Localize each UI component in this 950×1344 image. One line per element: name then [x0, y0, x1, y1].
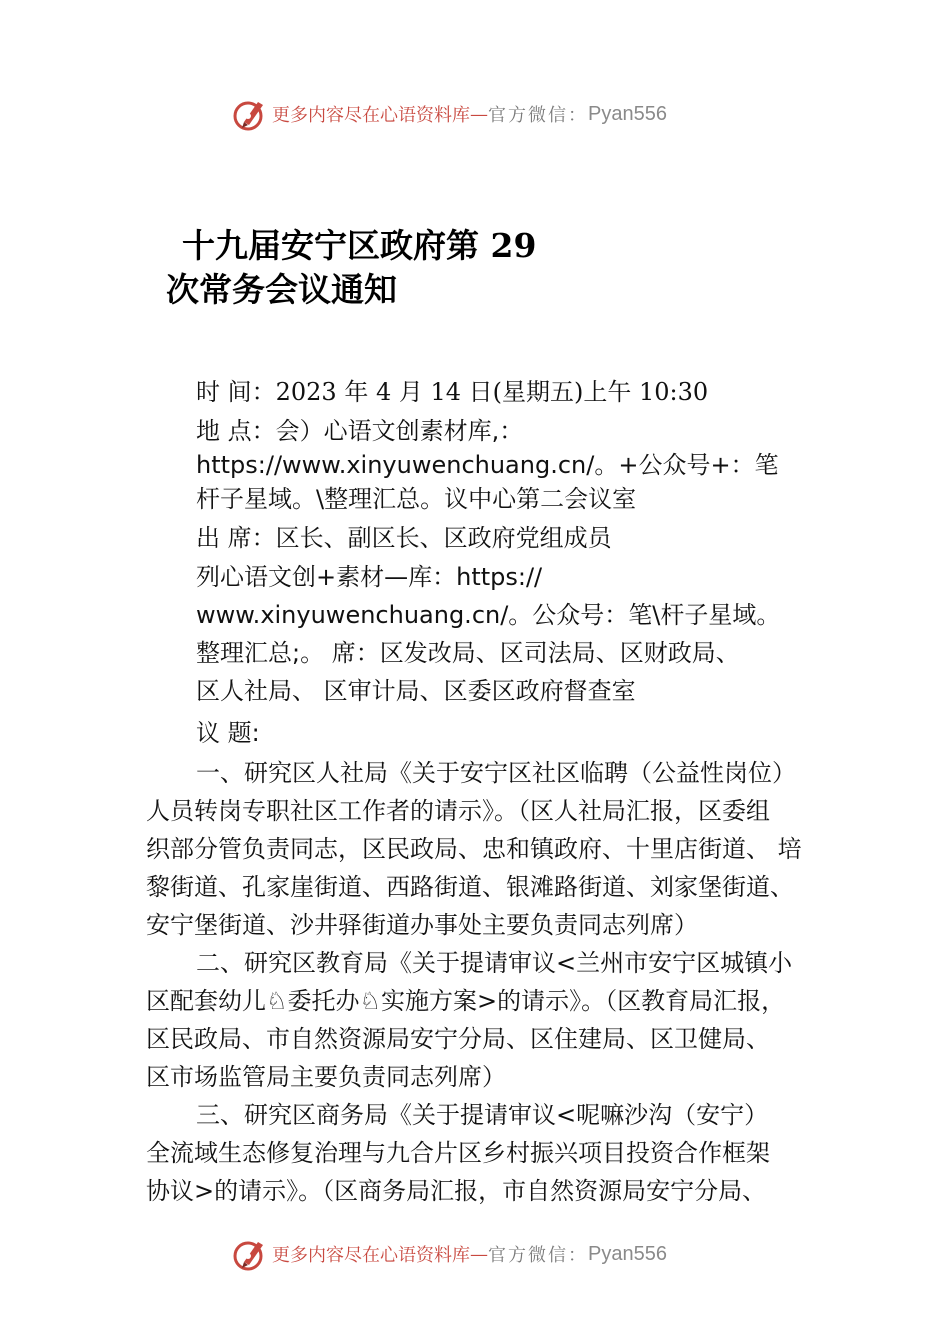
body-line: https://www.xinyuwenchuang.cn/。+公众号+：笔 [196, 451, 779, 479]
watermark-separator: — [470, 1243, 488, 1265]
body-line: 协议>的请示》。（区商务局汇报，市自然资源局安宁分局、 [146, 1177, 767, 1205]
watermark-wechat-id: Pyan556 [588, 1242, 667, 1265]
body-line: 全流域生态修复治理与九合片区乡村振兴项目投资合作框架 [146, 1139, 770, 1167]
body-line: 人员转岗专职社区工作者的请示》。（区人社局汇报，区委组 [146, 797, 770, 825]
watermark-header [232, 96, 667, 132]
watermark-text: 更多内容尽在心语资料库 [272, 1245, 470, 1266]
pen-logo-icon [232, 96, 268, 132]
agenda-item-3: 三、研究区商务局《关于提请审议<呢嘛沙沟（安宁） [196, 1101, 769, 1129]
body-line: 区配套幼儿♘委托办♘实施方案>的请示》。（区教育局汇报， [146, 987, 786, 1015]
title-line-1: 十九届安宁区政府第 29 [182, 226, 537, 265]
body-line: 织部分管负责同志，区民政局、忠和镇政府、十里店街道、 培 [146, 835, 802, 863]
watermark-separator: — [470, 103, 488, 125]
meeting-location: 地 点：会）心语文创素材库,： [196, 417, 524, 445]
body-line: 整理汇总;。 席：区发改局、区司法局、区财政局、 [196, 639, 740, 667]
body-line: 区人社局、 区审计局、区委区政府督查室 [196, 677, 636, 705]
watermark-wechat-id: Pyan556 [588, 102, 667, 125]
watermark-text: 更多内容尽在心语资料库 [272, 105, 470, 126]
agenda-heading: 议 题: [196, 719, 260, 747]
body-line: www.xinyuwenchuang.cn/。公众号：笔\杆子星域。 [196, 601, 781, 629]
body-line: 区市场监管局主要负责同志列席） [146, 1063, 506, 1091]
pen-logo-icon [232, 1236, 268, 1272]
body-line: 杆子星域。\整理汇总。议中心第二会议室 [196, 485, 637, 513]
body-line: 安宁堡街道、沙井驿街道办事处主要负责同志列席） [146, 911, 698, 939]
meeting-attendees: 出 席：区长、副区长、区政府党组成员 [196, 524, 612, 552]
agenda-item-2: 二、研究区教育局《关于提请审议<兰州市安宁区城镇小 [196, 949, 793, 977]
watermark-wechat-label: 官方微信： [488, 1245, 588, 1266]
agenda-item-1: 一、研究区人社局《关于安宁区社区临聘（公益性岗位） [196, 759, 796, 787]
watermark-footer [232, 1236, 667, 1272]
watermark-wechat-label: 官方微信： [488, 105, 588, 126]
body-line: 列心语文创+素材—库：https:// [196, 563, 543, 591]
document-title [166, 224, 586, 312]
body-line: 黎街道、孔家崖街道、西路街道、银滩路街道、刘家堡街道、 [146, 873, 794, 901]
meeting-time: 时 间：2023 年 4 月 14 日(星期五)上午 10:30 [196, 378, 709, 406]
title-line-2: 次常务会议通知 [166, 270, 397, 309]
body-line: 区民政局、市自然资源局安宁分局、区住建局、区卫健局、 [146, 1025, 770, 1053]
